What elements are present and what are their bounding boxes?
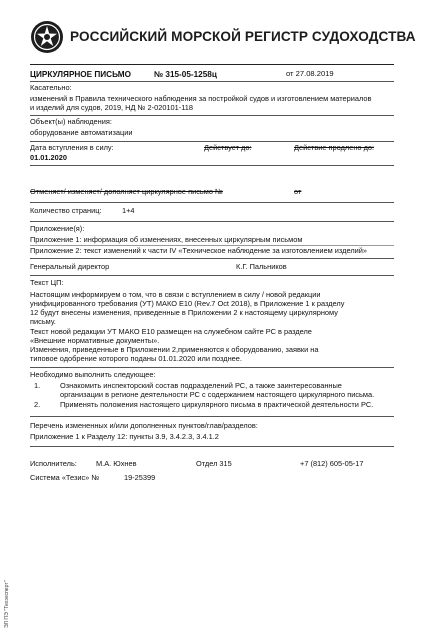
rs-logo <box>30 20 64 54</box>
divider <box>30 221 394 222</box>
divider <box>30 64 394 65</box>
divider <box>30 165 394 166</box>
actions-label: Необходимо выполнить следующее: <box>30 370 156 379</box>
divider <box>30 258 394 259</box>
appendix-1: Приложение 1: информация об изменениях, внесенных циркулярным письмом <box>30 235 303 244</box>
body-p1-line3: 12 будут внесены изменения, приведенные в Приложении 2 к настоящему циркулярному <box>30 308 338 317</box>
executor-label: Исполнитель: <box>30 459 77 468</box>
executor-phone: +7 (812) 605-05-17 <box>300 459 364 468</box>
letter-date: от 27.08.2019 <box>286 69 334 78</box>
body-p2-line1: Текст новой редакции УТ МАКО Е10 размещен на служебном сайте РС в разделе <box>30 327 312 336</box>
executor-name: М.А. Юхнев <box>96 459 137 468</box>
action-number: 1. <box>34 381 41 390</box>
department: Отдел 315 <box>196 459 232 468</box>
appendix-2: Приложение 2: текст изменений к части IV «Техническое наблюдение за изготовлением изделий» <box>30 246 368 255</box>
signatory-title: Генеральный директор <box>30 262 110 271</box>
body-p3-line1: Изменения, приведенные в Приложении 2,применяются к оборудованию, заявки на <box>30 345 319 354</box>
divider <box>30 367 394 368</box>
action-2-line1: Применять положения настоящего циркулярного письма в практической деятельности РС. <box>60 400 374 409</box>
page-count-label: Количество страниц: <box>30 206 102 215</box>
signatory-name: К.Г. Пальников <box>236 262 287 271</box>
divider <box>30 446 394 447</box>
divider <box>30 141 394 142</box>
letter-type: ЦИРКУЛЯРНОЕ ПИСЬМО <box>30 70 131 79</box>
divider <box>30 202 394 203</box>
action-number: 2. <box>34 400 41 409</box>
valid-until-label: Действует до: <box>204 143 252 152</box>
divider <box>30 115 394 116</box>
letter-number: № 315-05-1258ц <box>154 70 217 79</box>
organization-name: РОССИЙСКИЙ МОРСКОЙ РЕГИСТР СУДОХОДСТВА <box>70 29 416 44</box>
action-1-line2: организации в регионе деятельности РС с содержанием настоящего циркулярного письма. <box>60 390 375 399</box>
body-p1-line1: Настоящим информируем о том, что в связи с вступлением в силу / новой редакции <box>30 290 321 299</box>
cancels-label: Отменяет/ изменяет/ дополняет циркулярное письмо № <box>30 187 223 196</box>
divider <box>30 275 394 276</box>
body-p1-line2: унифицированного требования (УТ) МАКО Е10 (Rev.7 Oct 2018), в Приложение 1 к разделу <box>30 299 345 308</box>
side-stamp: ЭЛ ПЭ "Техэксперт" <box>4 580 10 628</box>
divider <box>30 416 394 417</box>
subject-label: Касательно: <box>30 83 72 92</box>
action-1-line1: Ознакомить инспекторский состав подразделений РС, а также заинтересованные <box>60 381 342 390</box>
cancels-from-label: от <box>294 187 302 196</box>
subject-text-line1: изменений в Правила технического наблюдения за постройкой судов и изготовлением материалов <box>30 94 372 103</box>
page-count-value: 1+4 <box>122 206 135 215</box>
extended-until-label: Действие продлено до: <box>294 143 375 152</box>
body-p1-line4: письму. <box>30 317 56 326</box>
body-p3-line2: типовое одобрение которого поданы 01.01.2020 или позднее. <box>30 354 242 363</box>
appendices-label: Приложение(я): <box>30 224 85 233</box>
effective-date-label: Дата вступления в силу: <box>30 143 114 152</box>
object-label: Объект(ы) наблюдения: <box>30 117 112 126</box>
changes-label: Перечень измененных и/или дополненных пунктов/глав/разделов: <box>30 421 258 430</box>
subject-text-line2: и изделий для судов, 2019, НД № 2-020101-118 <box>30 103 194 112</box>
body-p2-line2: «Внешние нормативные документы». <box>30 336 160 345</box>
system-number: 19-25399 <box>124 473 156 482</box>
divider <box>30 81 394 82</box>
body-label: Текст ЦП: <box>30 278 64 287</box>
effective-date-value: 01.01.2020 <box>30 153 67 162</box>
object-text: оборудование автоматизации <box>30 128 133 137</box>
changes-text: Приложение 1 к Разделу 12: пункты 3.9, 3.4.2.3, 3.4.1.2 <box>30 432 219 441</box>
system-label: Система «Тезис» № <box>30 473 100 482</box>
